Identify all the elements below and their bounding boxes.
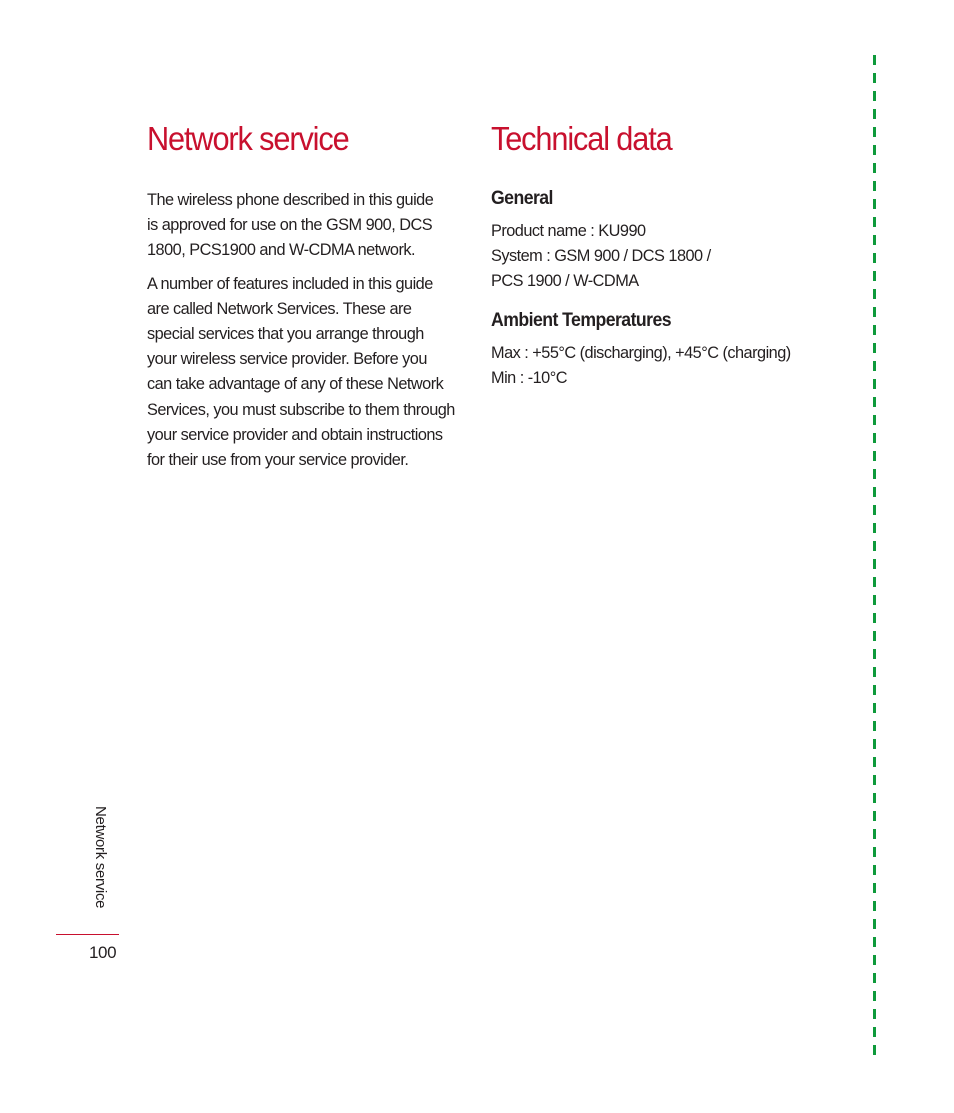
network-service-section <box>147 118 469 472</box>
text-line: A number of features included in this guide <box>147 273 433 293</box>
text-line: is approved for use on the GSM 900, DCS <box>147 215 433 235</box>
text-line: your service provider and obtain instructions <box>147 424 443 444</box>
text-line: The wireless phone described in this guide <box>147 190 434 209</box>
min-temperature-line: Min : -10°C <box>491 367 568 387</box>
general-heading: General <box>491 188 553 209</box>
text-line: are called Network Services. These are <box>147 298 412 318</box>
text-line: can take advantage of any of these Network <box>147 374 444 394</box>
dashed-margin-line <box>873 55 876 1058</box>
running-section-title <box>92 806 122 926</box>
technical-data-title: Technical data <box>491 120 672 157</box>
general-specs <box>491 218 817 294</box>
page-number: 100 <box>89 943 117 962</box>
text-line: 1800, PCS1900 and W-CDMA network. <box>147 240 416 260</box>
ambient-temperatures-heading: Ambient Temperatures <box>491 309 671 331</box>
max-temperature-line: Max : +55°C (discharging), +45°C (charging) <box>491 342 791 362</box>
text-line: your wireless service provider. Before you <box>147 349 427 369</box>
network-service-paragraph-1 <box>147 187 456 263</box>
product-name-line: Product name : KU990 <box>491 221 646 240</box>
technical-data-section <box>491 118 831 390</box>
running-title-text: Network service <box>92 806 109 909</box>
text-line: for their use from your service provider. <box>147 450 409 470</box>
text-line: Services, you must subscribe to them through <box>147 399 455 419</box>
ambient-temperature-specs <box>491 340 817 390</box>
network-service-paragraph-2 <box>147 271 456 473</box>
footer-rule <box>56 934 119 935</box>
text-line: special services that you arrange through <box>147 324 424 344</box>
system-line-continued: PCS 1900 / W-CDMA <box>491 271 639 291</box>
system-line: System : GSM 900 / DCS 1800 / <box>491 246 711 266</box>
network-service-title: Network service <box>147 120 349 157</box>
